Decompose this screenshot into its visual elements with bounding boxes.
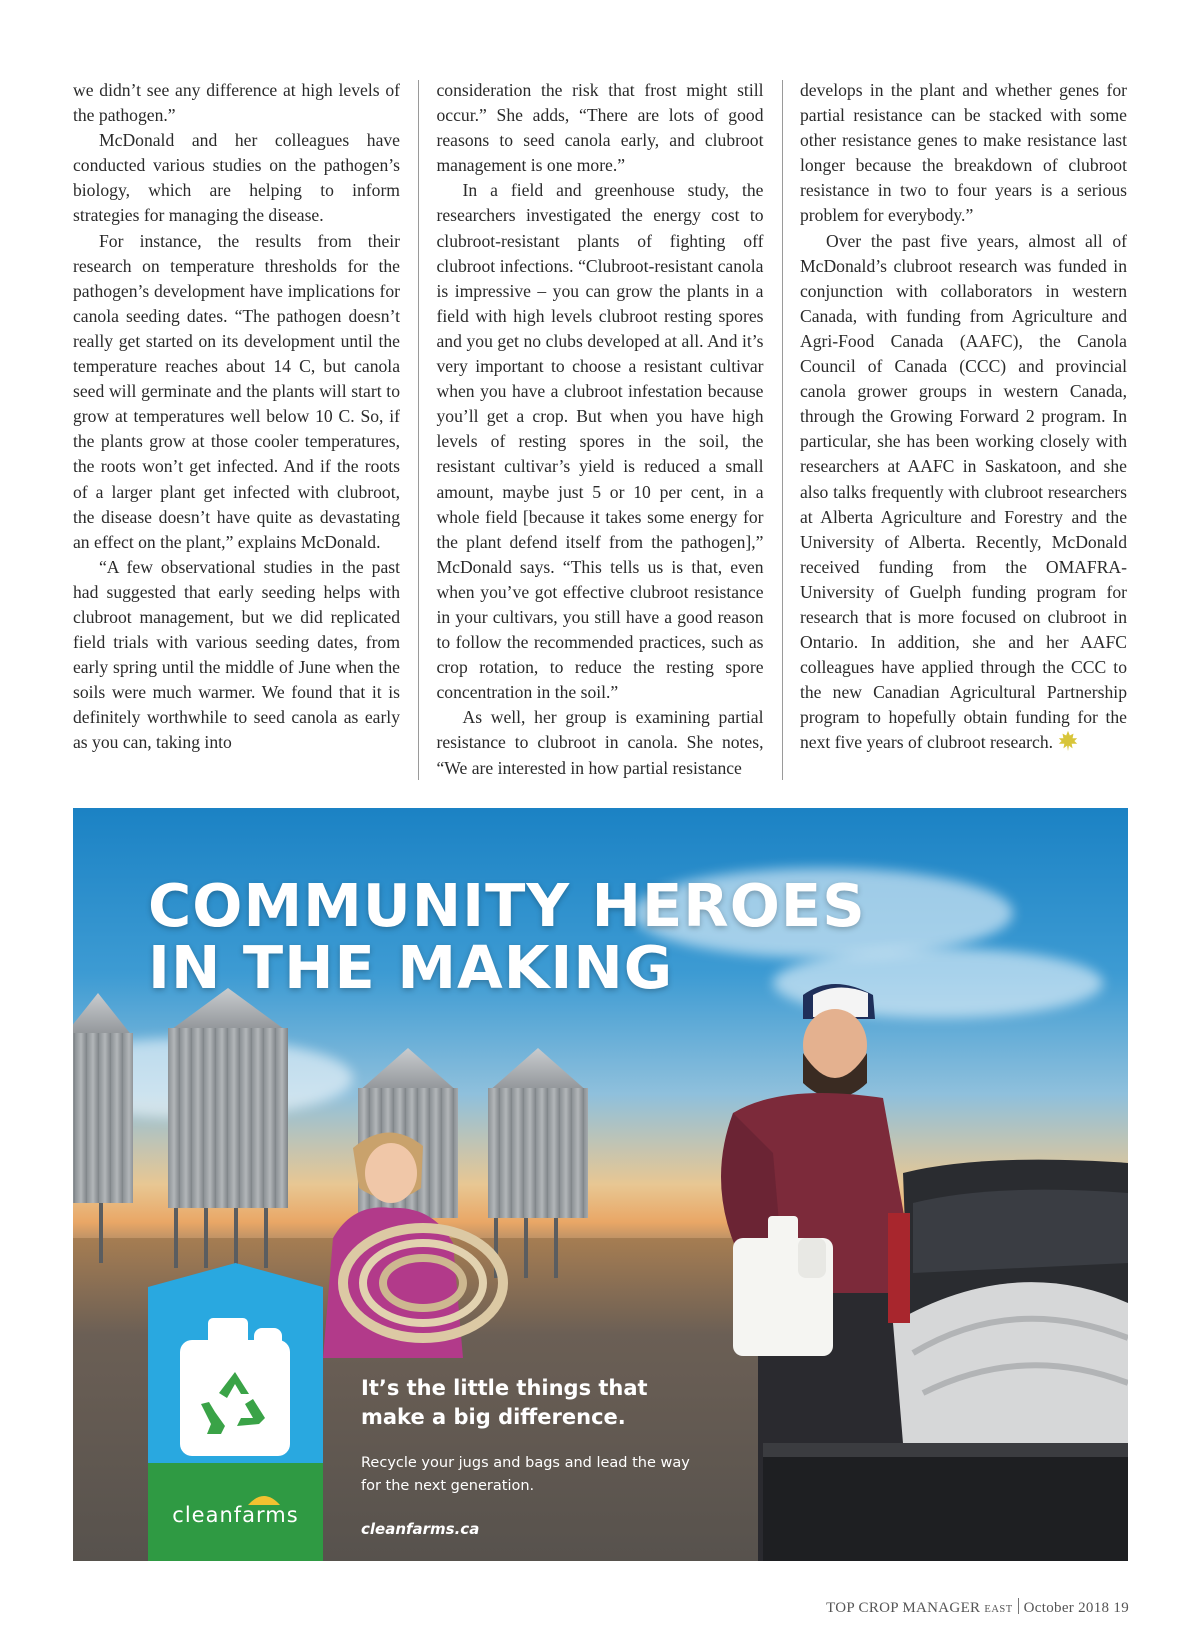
logo-wordmark: cleanfarms <box>172 1503 299 1527</box>
paragraph: In a field and greenhouse study, the researchers investigated the energy cost to clubroot-resistant plants of fighting off clubroot infections. “Clubroot-resistant canola is impressive – you can grow the plants in a field with high levels clubroot resting spores and you get no clubs developed at all. And it’s very important to choose a resistant cultivar when you have a clubroot infestation because you’ll get a crop. But when you have high levels of resting spores in the soil, the resistant cultivar’s yield is reduced a small amount, maybe just 5 or 10 per cent, in a whole field [because it takes some energy for the plant defend itself from the pathogen],” McDonald says. “This tells us is that, even when you’ve got effective clubroot resistance in your cultivars, you still have a good reason to follow the recommended practices, such as crop rotation, to reduce the resting spore concentration in the soil.” <box>436 180 764 703</box>
girl-with-twine-illustration <box>313 1118 533 1378</box>
paragraph <box>800 229 1127 756</box>
ad-tagline: It’s the little things that make a big difference. <box>361 1376 648 1429</box>
ad-subcopy: Recycle your jugs and bags and lead the way for the next generation. <box>361 1455 690 1494</box>
article-column-3 <box>800 78 1127 784</box>
headline-line: COMMUNITY HEROES <box>148 871 866 940</box>
ad-copy <box>361 1374 691 1538</box>
recycle-icon <box>199 1368 271 1438</box>
article-column-1 <box>73 78 400 784</box>
paragraph-text: Over the past five years, almost all of McDonald’s clubroot research was funded in conjunction with collaborators in western Canada, with funding from Agriculture and Agri-Food Canada (AAFC), the Canola Council of Canada (CCC) and provincial canola grower groups in western Canada, through the Growing Forward 2 program. In particular, she has been working closely with researchers at AAFC in Saskatoon, and she also talks frequently with clubroot researchers at Alberta Agriculture and Forestry and the University of Alberta. Recently, McDonald received funding from the OMAFRA-University of Guelph funding program for research that is more focused on clubroot in Ontario. In addition, she and her AAFC colleagues have applied through the CCC to the new Canadian Agricultural Partnership program to hopefully obtain funding for the next five years of clubroot research. <box>800 230 1127 753</box>
headline-line: IN THE MAKING <box>148 933 674 1002</box>
paragraph: consideration the risk that frost might still occur.” She adds, “There are lots of good reasons to seed canola early, and clubroot management is one more.” <box>436 80 764 176</box>
magazine-edition: EAST <box>984 1604 1013 1615</box>
cleanfarms-logo <box>148 1263 323 1561</box>
issue-date: October 2018 <box>1023 1600 1110 1616</box>
paragraph: develops in the plant and whether genes for partial resistance can be stacked with some other resistance genes to make resistance last longer because the breakdown of clubroot resistance in two to four years is a serious problem for everybody.” <box>800 80 1127 226</box>
article-column-2 <box>437 78 764 784</box>
article-body <box>73 78 1127 784</box>
page-footer <box>826 1598 1129 1617</box>
maple-leaf-icon <box>1057 730 1079 752</box>
magazine-name: TOP CROP MANAGER <box>826 1600 981 1616</box>
advertisement <box>73 808 1128 1561</box>
grain-silo <box>73 993 133 1203</box>
paragraph: For instance, the results from their research on temperature thresholds for the pathogen’s development have implications for canola seeding dates. “The pathogen doesn’t really get started on its development until the temperature reaches about 14 C, but canola seed will germinate and the plants will start to grow at temperatures well below 10 C. So, if the plants grow at those cooler temperatures, the roots won’t get infected. And if the roots of a larger plant get infected with clubroot, the disease doesn’t have quite as devastating an effect on the plant,” explains McDonald. <box>73 230 400 552</box>
paragraph: As well, her group is examining partial resistance to clubroot in canola. She notes, “We are interested in how partial resistance <box>436 707 764 778</box>
paragraph: we didn’t see any difference at high levels of the pathogen.” <box>73 80 400 126</box>
column-divider <box>782 80 783 780</box>
pickup-truck-illustration <box>763 1143 1128 1561</box>
paragraph: “A few observational studies in the past had suggested that early seeding helps with clubroot management, but we did replicated field trials with various seeding dates, from early spring until the middle of June when the soils were much warmer. We found that it is definitely worthwhile to seed canola as early as you can, taking into <box>73 556 400 753</box>
footer-divider <box>1018 1598 1019 1614</box>
column-divider <box>418 80 419 780</box>
ad-url-link[interactable]: cleanfarms.ca <box>361 1520 480 1538</box>
paragraph: McDonald and her colleagues have conducted various studies on the pathogen’s biology, which are helping to inform strategies for managing the disease. <box>73 130 400 226</box>
grain-silo <box>168 988 288 1208</box>
page-number: 19 <box>1113 1600 1129 1616</box>
